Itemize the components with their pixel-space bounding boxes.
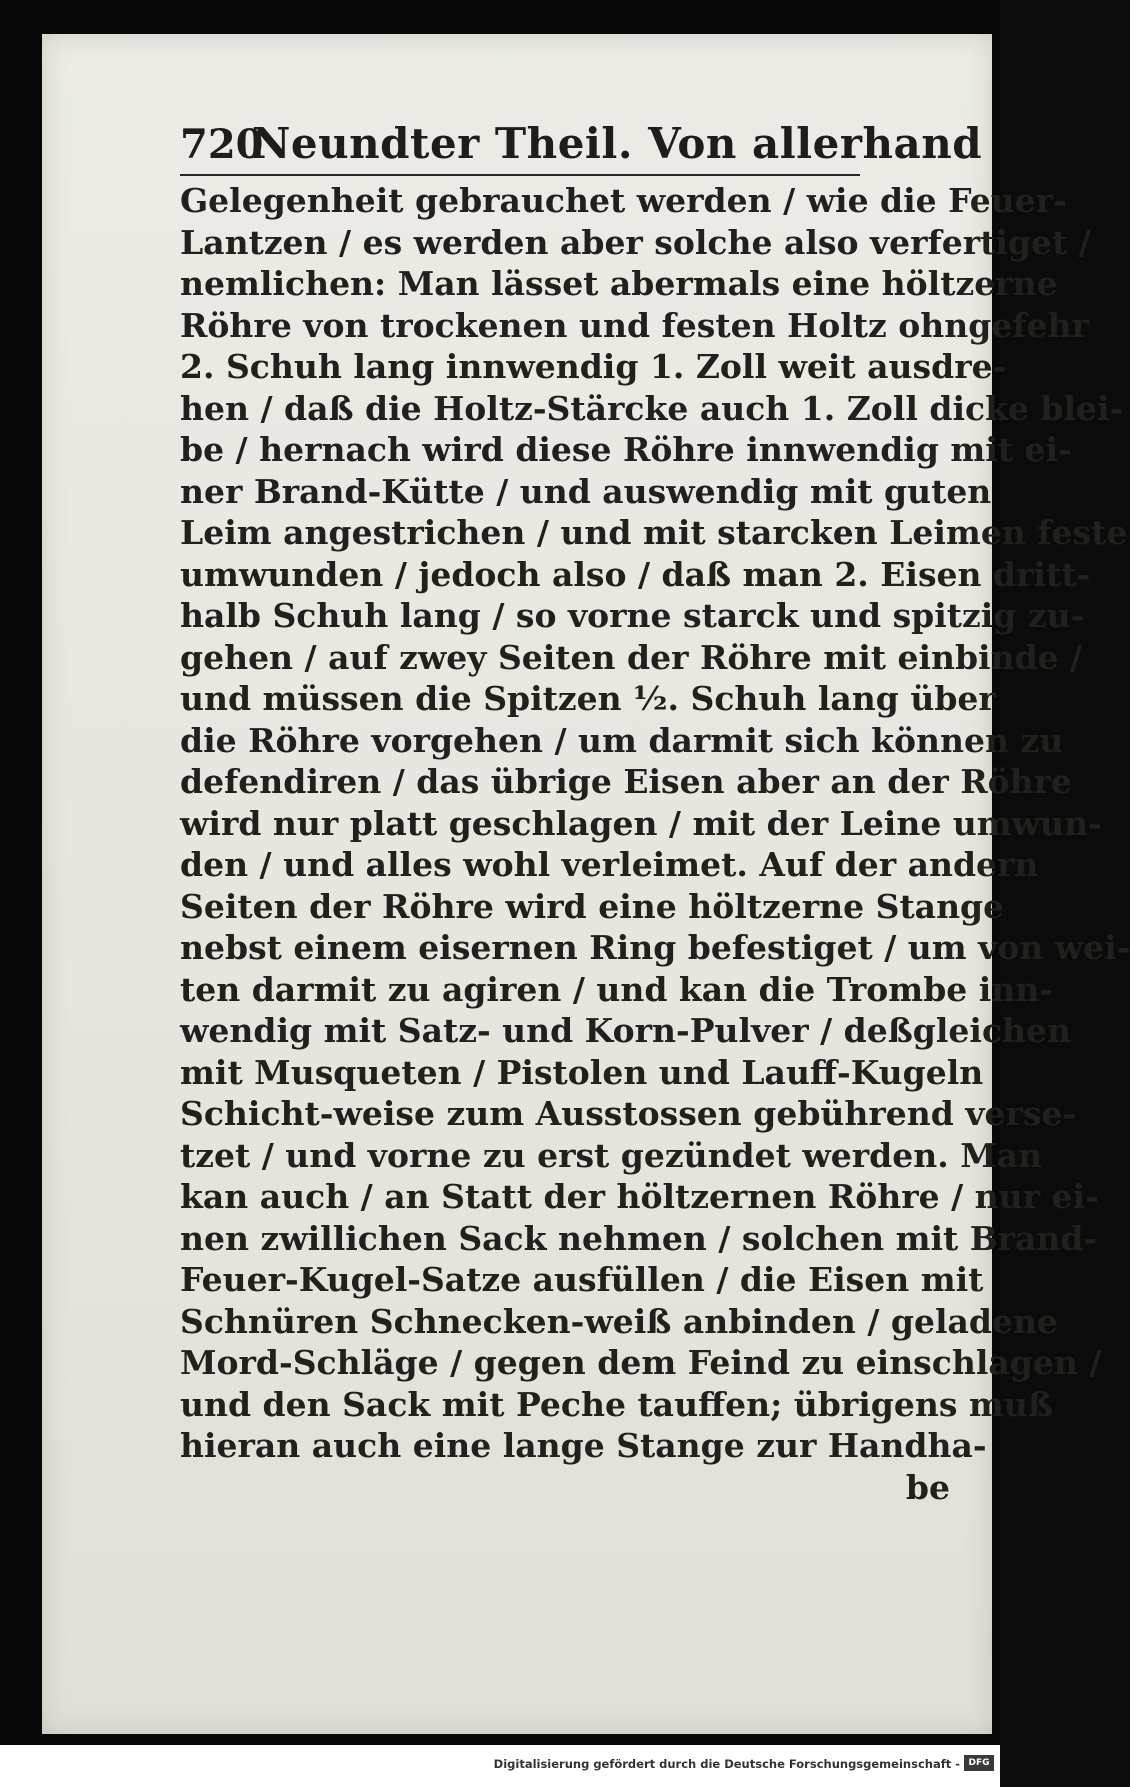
- text-line: Mord-Schläge / gegen dem Feind zu einschlagen /: [180, 1343, 1102, 1382]
- text-line: wird nur platt geschlagen / mit der Leine umwun-: [180, 803, 1102, 843]
- text-line: ner Brand-Kütte / und auswendig mit guten: [180, 471, 992, 511]
- text-line: die Röhre vorgehen / um darmit sich können zu: [180, 720, 1064, 760]
- text-line: nemlichen: Man lässet abermals eine höltzerne: [180, 264, 1058, 303]
- text-line: halb Schuh lang / so vorne starck und spitzig zu-: [180, 596, 1085, 635]
- text-line: Seiten der Röhre wird eine höltzerne Stange: [180, 886, 1005, 926]
- text-line: hen / daß die Holtz-Stärcke auch 1. Zoll dicke blei-: [180, 388, 1124, 428]
- body-text: [180, 180, 1130, 1508]
- text-line: und den Sack mit Peche tauffen; übrigens muß: [180, 1384, 1053, 1424]
- text-line: mit Musqueten / Pistolen und Lauff-Kugeln: [180, 1052, 984, 1092]
- text-line: ten darmit zu agiren / und kan die Trombe inn-: [180, 969, 1053, 1009]
- text-line: kan auch / an Statt der höltzernen Röhre / nur ei-: [180, 1177, 1099, 1216]
- text-line: wendig mit Satz- und Korn-Pulver / deßgleichen: [180, 1011, 1072, 1050]
- text-line: Lantzen / es werden aber solche also verfertiget /: [180, 222, 1091, 262]
- text-line: tzet / und vorne zu erst gezündet werden. Man: [180, 1135, 1043, 1175]
- page-header: [180, 118, 983, 176]
- text-line: Feuer-Kugel-Satze ausfüllen / die Eisen mit: [180, 1260, 984, 1299]
- text-line: Gelegenheit gebrauchet werden / wie die Feuer-: [180, 181, 1067, 220]
- running-title: Neundter Theil. Von allerhand: [252, 119, 983, 168]
- text-line: gehen / auf zwey Seiten der Röhre mit einbinde /: [180, 637, 1083, 677]
- text-line: Röhre von trockenen und festen Holtz ohngefehr: [180, 305, 1089, 345]
- page-number: 720: [180, 121, 264, 168]
- text-line: Schicht-weise zum Ausstossen gebührend verse-: [180, 1094, 1077, 1133]
- text-line: Leim angestrichen / und mit starcken Leimen feste: [180, 513, 1128, 552]
- text-line: nen zwillichen Sack nehmen / solchen mit Brand-: [180, 1218, 1098, 1258]
- text-line: 2. Schuh lang innwendig 1. Zoll weit ausdre-: [180, 347, 1007, 386]
- footer-bar: [0, 1745, 1000, 1787]
- text-line: Schnüren Schnecken-weiß anbinden / geladene: [180, 1301, 1058, 1341]
- text-line: und müssen die Spitzen ½. Schuh lang über: [180, 679, 996, 718]
- dfg-logo: DFG: [964, 1755, 994, 1771]
- text-line: hieran auch eine lange Stange zur Handha-: [180, 1426, 987, 1465]
- text-line: nebst einem eisernen Ring befestiget / um von wei-: [180, 928, 1130, 967]
- text-line: be / hernach wird diese Röhre innwendig mit ei-: [180, 430, 1072, 469]
- digitization-credit: Digitalisierung gefördert durch die Deutsche Forschungsgemeinschaft -: [493, 1757, 960, 1771]
- text-line: defendiren / das übrige Eisen aber an der Röhre: [180, 762, 1073, 801]
- text-line: be: [905, 1467, 950, 1507]
- text-line: umwunden / jedoch also / daß man 2. Eisen dritt-: [180, 554, 1091, 594]
- text-line: den / und alles wohl verleimet. Auf der andern: [180, 845, 1039, 884]
